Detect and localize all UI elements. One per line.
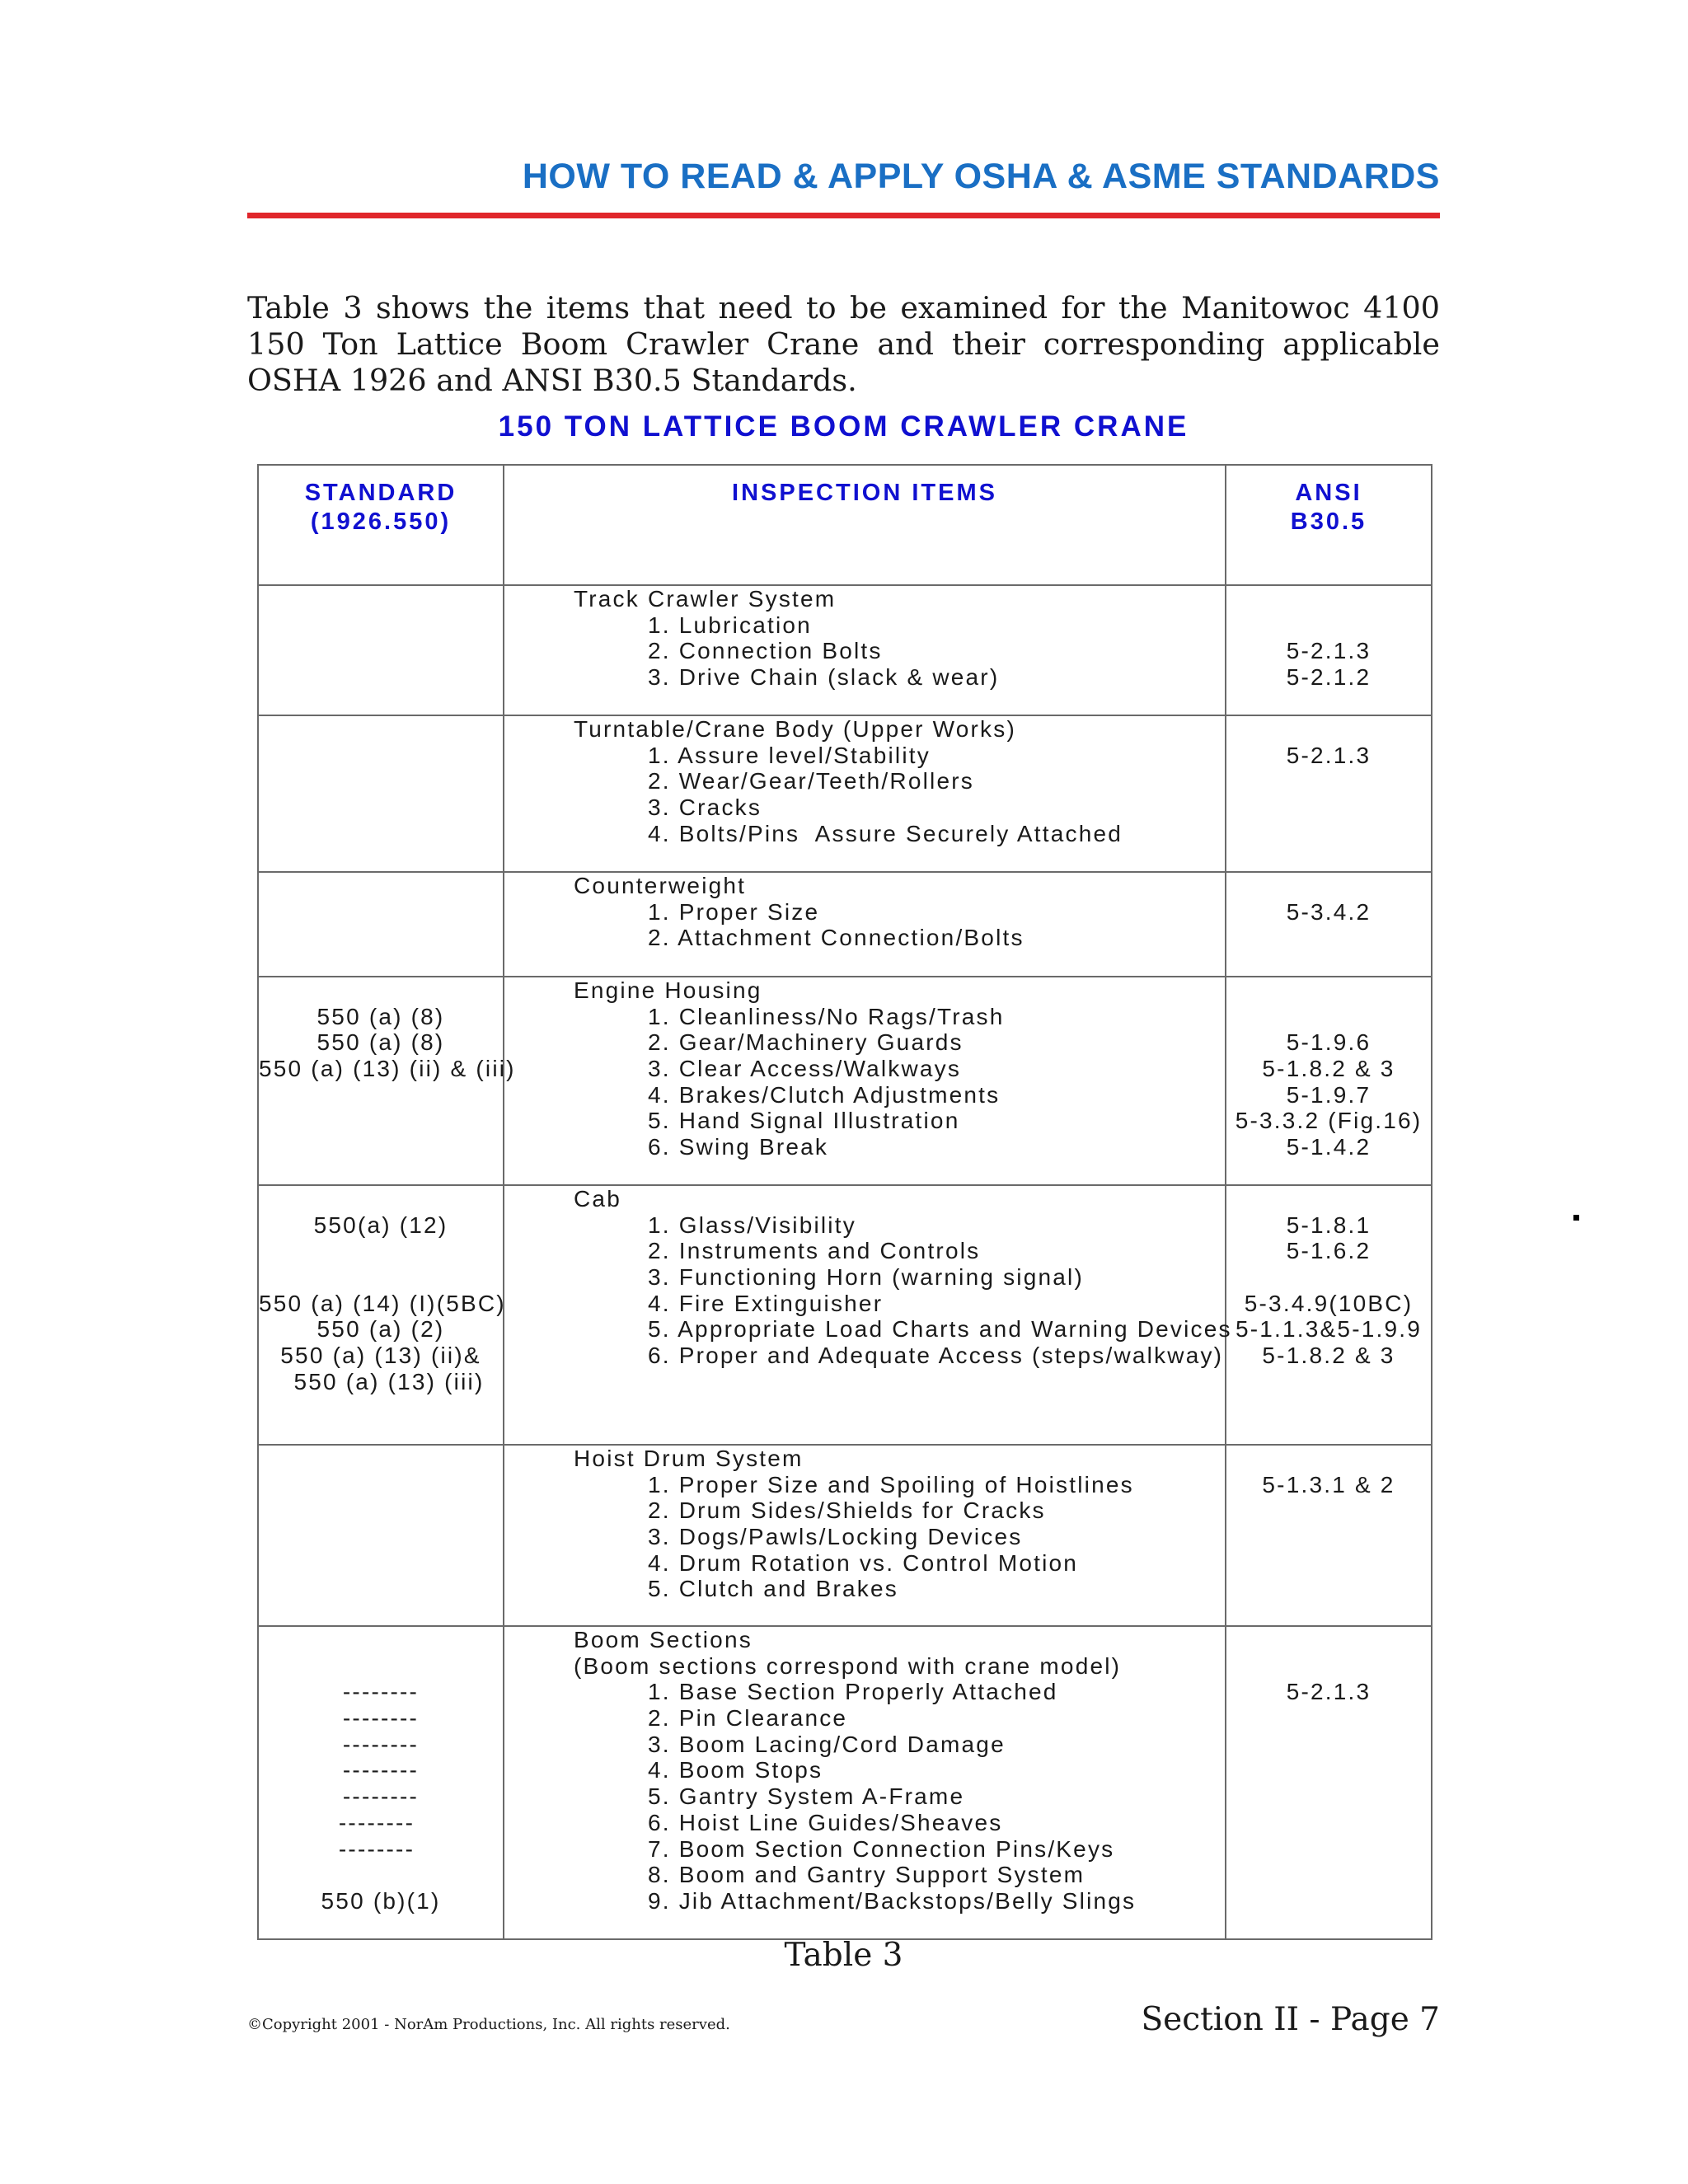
standard-cell (258, 585, 504, 715)
inspection-item: 1. Glass/Visibility (648, 1212, 856, 1238)
ansi-reference: 5-1.6.2 (1286, 1238, 1372, 1264)
inspection-item: 4. Drum Rotation vs. Control Motion (648, 1549, 1079, 1576)
standard-reference: 550 (a) (13) (ii) & (iii) (259, 1056, 516, 1082)
inspection-item: 9. Jib Attachment/Backstops/Belly Slings (648, 1887, 1137, 1914)
inspection-item: 4. Boom Stops (648, 1757, 823, 1783)
standard-reference (259, 1108, 503, 1134)
ansi-reference: 5-2.1.3 (1286, 638, 1372, 664)
header-rule (247, 213, 1440, 218)
standard-reference (259, 743, 503, 769)
inspection-items-cell (504, 977, 1226, 1185)
standard-reference (259, 1082, 503, 1108)
standard-spacer (259, 873, 503, 899)
section-heading: Cab (574, 1186, 621, 1212)
standard-header-line: (1926.550) (310, 509, 452, 535)
inspection-item: 3. Drive Chain (slack & wear) (648, 664, 1000, 691)
standard-cell (258, 1445, 504, 1626)
items-header-line: INSPECTION ITEMS (732, 480, 997, 506)
intro-paragraph: Table 3 shows the items that need to be examined for the Manitowoc 4100 150 Ton Lattice Boom Crawler Crane and their corresponding applicable OSHA 1926 and ANSI B30.5 Standards. (247, 290, 1440, 398)
inspection-item: 1. Cleanliness/No Rags/Trash (648, 1003, 1005, 1029)
ansi-spacer (1226, 1627, 1431, 1653)
ansi-reference (1226, 768, 1431, 794)
ansi-spacer (1226, 1446, 1431, 1472)
inspection-item: 1. Lubrication (648, 612, 812, 638)
ansi-cell (1226, 715, 1432, 872)
standard-spacer (259, 1653, 503, 1680)
table-title: 150 TON LATTICE BOOM CRAWLER CRANE (498, 410, 1189, 443)
ansi-spacer (1226, 873, 1431, 899)
ansi-reference: 5-2.1.3 (1286, 742, 1372, 768)
table-body (258, 585, 1432, 1939)
standard-spacer (259, 586, 503, 612)
ansi-reference: 5-3.4.9(10BC) (1244, 1290, 1414, 1316)
ansi-reference (1226, 1264, 1431, 1291)
standard-reference (259, 821, 503, 847)
standard-reference: 550 (a) (2) (316, 1316, 445, 1343)
ansi-reference: 5-2.1.3 (1286, 1679, 1372, 1705)
inspection-items-column-header (504, 465, 1226, 585)
standard-spacer (259, 1627, 503, 1653)
table-section-row (258, 715, 1432, 872)
ansi-reference: 5-1.9.6 (1286, 1029, 1372, 1056)
section-subheading: (Boom sections correspond with crane model) (574, 1652, 1122, 1679)
ansi-spacer (1226, 716, 1431, 743)
table-section-row (258, 977, 1432, 1185)
standard-reference (259, 1134, 503, 1160)
ansi-reference (1226, 1524, 1431, 1550)
standard-reference: 550(a) (12) (313, 1212, 448, 1238)
standard-reference: 550 (a) (8) (316, 1003, 445, 1029)
table-section-row (258, 585, 1432, 715)
inspection-item: 1. Base Section Properly Attached (648, 1679, 1058, 1705)
standard-reference: 550 (a) (8) (316, 1029, 445, 1056)
inspection-item: 1. Proper Size (648, 898, 820, 925)
section-heading: Counterweight (574, 873, 747, 898)
standard-reference: -------- (342, 1731, 420, 1757)
table-section-row (258, 1445, 1432, 1626)
ansi-reference (1226, 1888, 1431, 1915)
standard-spacer (259, 716, 503, 743)
inspection-item: 2. Connection Bolts (648, 638, 883, 664)
ansi-reference (1226, 612, 1431, 639)
standard-reference (259, 925, 503, 951)
standard-reference (259, 1472, 503, 1498)
table-section-row (258, 872, 1432, 977)
stray-mark (1573, 1215, 1579, 1221)
standard-reference (259, 1264, 503, 1291)
inspection-items-cell (504, 585, 1226, 715)
page-header-title: HOW TO READ & APPLY OSHA & ASME STANDARDS (522, 157, 1440, 196)
standard-cell (258, 872, 504, 977)
section-heading: Boom Sections (574, 1627, 753, 1652)
standard-cell (258, 977, 516, 1185)
standard-reference (259, 638, 503, 664)
standard-reference: 550 (a) (13) (iii) (277, 1368, 485, 1394)
standard-spacer (259, 977, 503, 1004)
inspection-item: 1. Assure level/Stability (648, 742, 931, 768)
ansi-reference: 5-1.8.2 & 3 (1262, 1343, 1395, 1369)
inspection-item: 3. Cracks (648, 794, 762, 821)
standard-reference (259, 1576, 503, 1602)
standard-reference: -------- (338, 1835, 424, 1862)
table-header-row (258, 465, 1432, 585)
ansi-cell (1226, 1626, 1432, 1939)
inspection-item: 5. Gantry System A-Frame (648, 1783, 965, 1810)
ansi-reference (1226, 1732, 1431, 1758)
inspection-item (504, 1369, 1225, 1395)
inspection-item: 6. Hoist Line Guides/Sheaves (648, 1809, 1003, 1835)
standard-reference (259, 768, 503, 794)
ansi-reference: 5-1.1.3&5-1.9.9 (1235, 1316, 1423, 1343)
ansi-reference: 5-1.4.2 (1286, 1134, 1372, 1160)
inspection-item: 6. Proper and Adequate Access (steps/walkway) (648, 1343, 1224, 1369)
ansi-reference (1226, 1004, 1431, 1030)
ansi-reference: 5-1.8.1 (1286, 1212, 1372, 1238)
standard-reference: -------- (342, 1757, 420, 1783)
ansi-reference: 5-2.1.2 (1286, 664, 1372, 691)
inspection-item: 1. Proper Size and Spoiling of Hoistlines (648, 1471, 1134, 1497)
ansi-spacer (1226, 1653, 1431, 1680)
inspection-item: 2. Pin Clearance (648, 1705, 848, 1732)
ansi-reference (1226, 1836, 1431, 1863)
standard-cell (258, 1185, 504, 1445)
ansi-cell (1226, 1185, 1432, 1445)
inspection-item: 3. Clear Access/Walkways (648, 1056, 962, 1082)
inspection-item: 3. Boom Lacing/Cord Damage (648, 1731, 1006, 1757)
ansi-reference: 5-1.3.1 & 2 (1262, 1471, 1395, 1497)
standard-spacer (259, 1446, 503, 1472)
standard-reference: -------- (342, 1783, 420, 1810)
standard-cell (258, 1626, 504, 1939)
standard-reference: 550 (b)(1) (321, 1887, 441, 1914)
inspection-item: 4. Brakes/Clutch Adjustments (648, 1081, 1001, 1108)
standard-reference (259, 899, 503, 926)
section-heading: Turntable/Crane Body (Upper Works) (574, 716, 1016, 742)
inspection-item: 4. Fire Extinguisher (648, 1290, 884, 1316)
inspection-items-cell (504, 1445, 1226, 1626)
ansi-reference (1226, 925, 1431, 951)
standard-reference (259, 664, 503, 691)
inspection-item: 7. Boom Section Connection Pins/Keys (648, 1835, 1115, 1862)
copyright-notice: ©Copyright 2001 - NorAm Productions, Inc. All rights reserved. (247, 2016, 730, 2033)
ansi-cell (1226, 872, 1432, 977)
ansi-reference (1226, 1497, 1431, 1524)
standard-reference (259, 1497, 503, 1524)
inspection-item: 3. Dogs/Pawls/Locking Devices (648, 1524, 1023, 1550)
standard-reference (259, 1550, 503, 1577)
standard-reference (259, 1238, 503, 1264)
standard-reference (259, 1524, 503, 1550)
ansi-reference: 5-1.8.2 & 3 (1262, 1056, 1395, 1082)
inspection-item: 2. Attachment Connection/Bolts (648, 925, 1025, 951)
inspection-table (257, 464, 1432, 1940)
table-section-row (258, 1185, 1432, 1445)
ansi-reference: 5-3.4.2 (1286, 898, 1372, 925)
standard-reference (259, 794, 503, 821)
ansi-cell (1226, 977, 1432, 1185)
ansi-reference (1226, 1783, 1431, 1810)
inspection-items-cell (504, 1185, 1232, 1445)
ansi-reference (1226, 1576, 1431, 1602)
ansi-reference (1226, 1369, 1431, 1395)
inspection-items-cell (504, 1626, 1226, 1939)
standard-column-header (258, 465, 504, 585)
ansi-header-line: ANSI (1295, 480, 1362, 506)
standard-header-line: STANDARD (304, 480, 457, 506)
section-heading: Engine Housing (574, 977, 762, 1003)
inspection-item: 2. Drum Sides/Shields for Cracks (648, 1497, 1046, 1524)
page-number: Section II - Page 7 (1141, 2001, 1440, 2038)
ansi-reference (1226, 1810, 1431, 1836)
inspection-item: 2. Gear/Machinery Guards (648, 1029, 964, 1056)
standard-reference: 550 (a) (14) (I)(5BC) (259, 1290, 506, 1316)
ansi-cell (1226, 585, 1432, 715)
inspection-item: 8. Boom and Gantry Support System (648, 1862, 1085, 1888)
standard-cell (258, 715, 504, 872)
inspection-items-cell (504, 872, 1226, 977)
ansi-reference (1226, 1862, 1431, 1888)
ansi-reference (1226, 821, 1431, 847)
ansi-reference (1226, 1550, 1431, 1577)
standard-reference (259, 1862, 503, 1888)
ansi-column-header (1226, 465, 1432, 585)
standard-reference: -------- (342, 1705, 420, 1732)
inspection-item: 4. Bolts/Pins Assure Securely Attached (648, 820, 1123, 846)
inspection-item: 5. Hand Signal Illustration (648, 1108, 960, 1134)
inspection-item: 2. Wear/Gear/Teeth/Rollers (648, 768, 974, 794)
inspection-item: 3. Functioning Horn (warning signal) (648, 1264, 1084, 1291)
ansi-header-line: B30.5 (1290, 509, 1367, 535)
ansi-reference: 5-1.9.7 (1286, 1081, 1372, 1108)
ansi-reference: 5-3.3.2 (Fig.16) (1235, 1108, 1423, 1134)
ansi-reference (1226, 1757, 1431, 1783)
ansi-reference (1226, 794, 1431, 821)
ansi-spacer (1226, 586, 1431, 612)
table-section-row (258, 1626, 1432, 1939)
standard-reference: 550 (a) (13) (ii)& (280, 1343, 481, 1369)
ansi-cell (1226, 1445, 1432, 1626)
inspection-item: 5. Appropriate Load Charts and Warning Devices (648, 1316, 1232, 1343)
ansi-reference (1226, 1705, 1431, 1732)
standard-reference (259, 612, 503, 639)
inspection-items-cell (504, 715, 1226, 872)
section-heading: Track Crawler System (574, 586, 837, 612)
standard-reference: -------- (342, 1679, 420, 1705)
standard-spacer (259, 1186, 503, 1212)
section-heading: Hoist Drum System (574, 1446, 804, 1471)
standard-reference: -------- (338, 1809, 424, 1835)
inspection-item: 6. Swing Break (648, 1134, 829, 1160)
inspection-item: 2. Instruments and Controls (648, 1238, 981, 1264)
inspection-item: 5. Clutch and Brakes (648, 1576, 898, 1602)
ansi-spacer (1226, 1186, 1431, 1212)
table-caption: Table 3 (784, 1937, 903, 1974)
ansi-spacer (1226, 977, 1431, 1004)
